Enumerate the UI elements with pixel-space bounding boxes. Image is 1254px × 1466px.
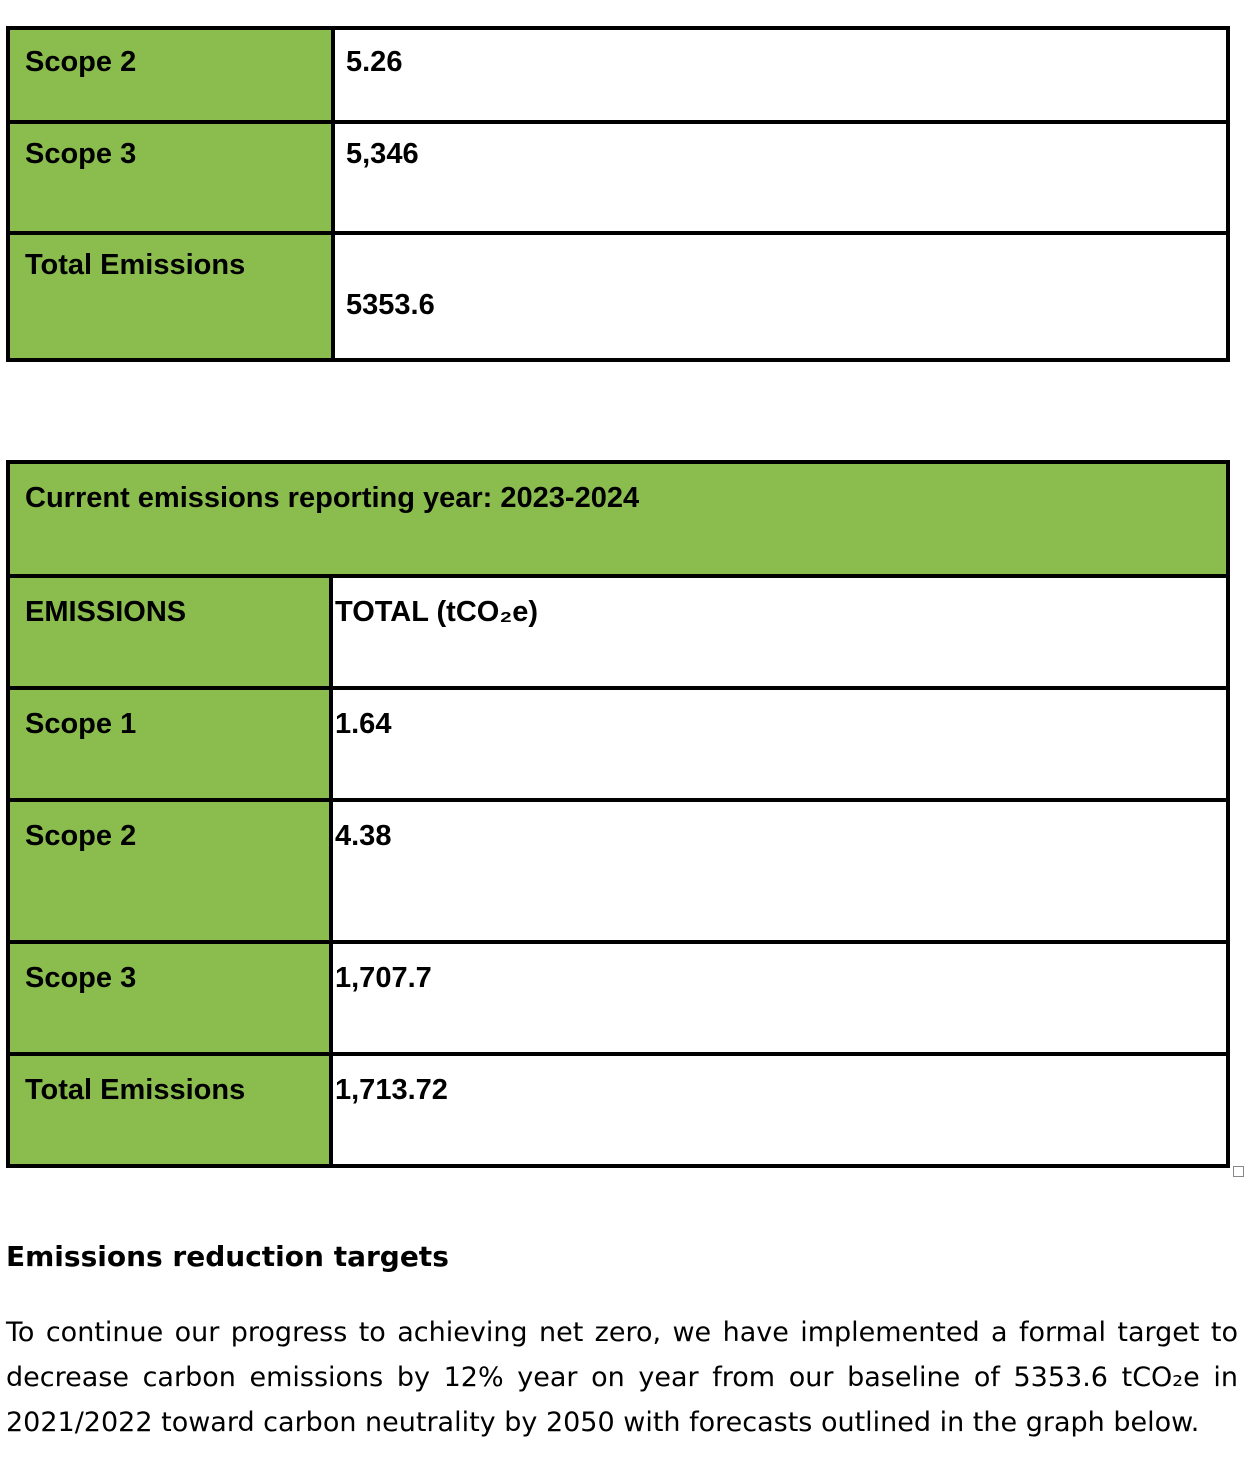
row-value-cell xyxy=(333,233,1228,360)
column-header-row xyxy=(8,576,1228,688)
column-header-total: TOTAL (tCO₂e) xyxy=(335,596,538,628)
row-label: Scope 3 xyxy=(25,138,137,170)
row-label: Scope 2 xyxy=(25,820,137,852)
row-label-cell xyxy=(8,688,331,800)
row-label: Scope 1 xyxy=(25,708,137,740)
row-label: Scope 2 xyxy=(25,46,137,78)
row-label-cell xyxy=(8,1054,331,1166)
column-value-cell xyxy=(331,576,1228,688)
table-row xyxy=(8,233,1228,360)
table-resize-handle[interactable] xyxy=(1233,1166,1244,1177)
reporting-year-header: Current emissions reporting year: 2023-2024 xyxy=(25,482,640,514)
row-label-cell xyxy=(8,942,331,1054)
row-value: 1,707.7 xyxy=(335,962,432,994)
row-label: Total Emissions xyxy=(25,1074,246,1106)
table-row xyxy=(8,688,1228,800)
table-row xyxy=(8,1054,1228,1166)
table-header-row xyxy=(8,462,1228,576)
table-row xyxy=(8,122,1228,233)
table-row xyxy=(8,28,1228,122)
row-value-cell xyxy=(333,28,1228,122)
reporting-year-header-cell xyxy=(8,462,1228,576)
previous-emissions-table xyxy=(6,26,1230,362)
row-value-cell xyxy=(331,942,1228,1054)
row-label-cell xyxy=(8,28,333,122)
row-value: 5353.6 xyxy=(346,289,435,321)
row-value: 5,346 xyxy=(346,138,419,170)
row-value: 5.26 xyxy=(346,46,403,78)
row-value-cell xyxy=(331,1054,1228,1166)
row-value-cell xyxy=(333,122,1228,233)
column-label-cell xyxy=(8,576,331,688)
table-row xyxy=(8,942,1228,1054)
row-label-cell xyxy=(8,122,333,233)
row-value: 1.64 xyxy=(335,708,392,740)
current-emissions-table xyxy=(6,460,1230,1168)
section-paragraph: To continue our progress to achieving net zero, we have implemented a formal target to decrease carbon emissions by 12% year on year from our baseline of 5353.6 tCO₂e in 2021/2022 toward carbon neutrality by 2050 with forecasts outlined in the graph below. xyxy=(6,1317,1238,1438)
row-label-cell xyxy=(8,233,333,360)
row-label: Total Emissions xyxy=(25,249,246,281)
row-value-cell xyxy=(331,800,1228,942)
section-heading: Emissions reduction targets xyxy=(6,1240,449,1273)
column-header-emissions: EMISSIONS xyxy=(25,596,187,628)
row-label: Scope 3 xyxy=(25,962,137,994)
row-value: 1,713.72 xyxy=(335,1074,448,1106)
row-value: 4.38 xyxy=(335,820,392,852)
row-label-cell xyxy=(8,800,331,942)
table-row xyxy=(8,800,1228,942)
row-value-cell xyxy=(331,688,1228,800)
